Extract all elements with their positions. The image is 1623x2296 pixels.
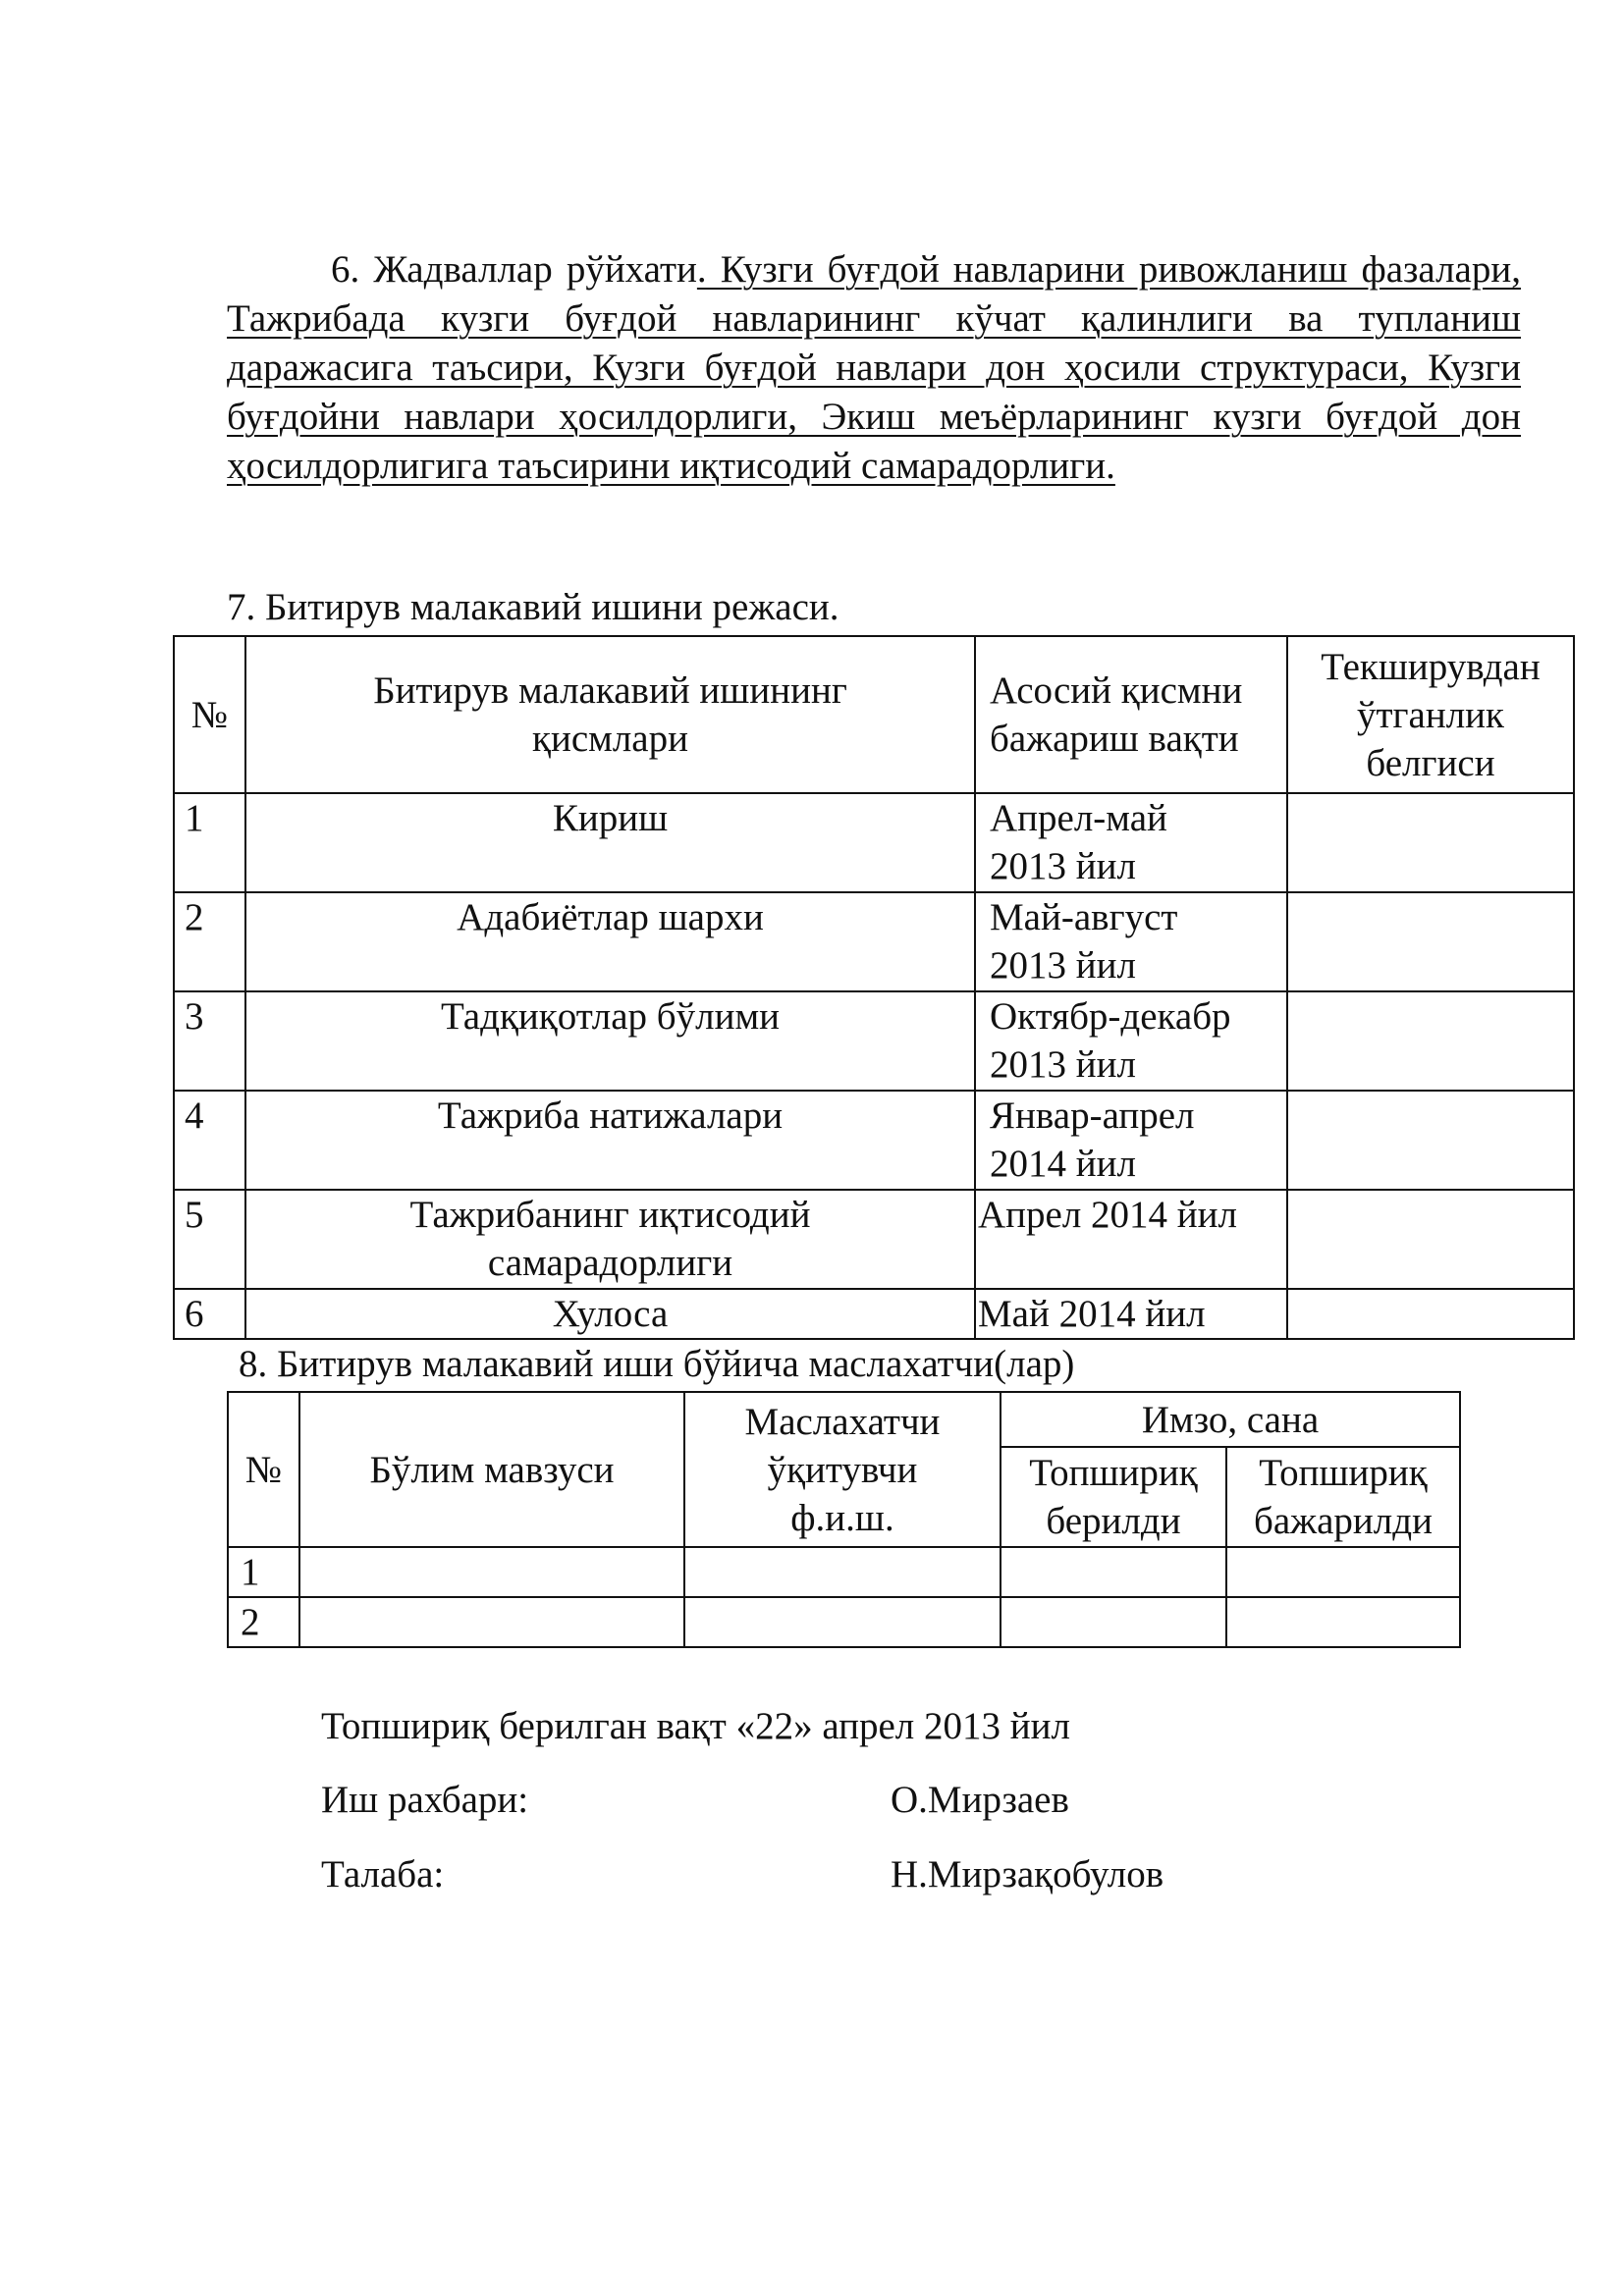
plan-row-check bbox=[1287, 1289, 1574, 1339]
plan-header-num: № bbox=[174, 636, 245, 793]
plan-row-part: Тажриба натижалари bbox=[245, 1091, 975, 1190]
plan-row-time: Октябр-декабр 2013 йил bbox=[975, 991, 1287, 1091]
section-6-prefix: 6. Жадваллар рўйхати bbox=[331, 248, 697, 291]
plan-row-time: Апрел-май 2013 йил bbox=[975, 793, 1287, 892]
plan-table-header bbox=[174, 636, 1574, 793]
advisor-row-done bbox=[1226, 1597, 1460, 1647]
plan-row-time: Май 2014 йил bbox=[975, 1289, 1287, 1339]
plan-row bbox=[174, 793, 1574, 892]
advisor-header-sign: Имзо, сана bbox=[1001, 1392, 1460, 1447]
plan-row bbox=[174, 1190, 1574, 1289]
plan-row-part: Тажрибанинг иқтисодий самарадорлиги bbox=[245, 1190, 975, 1289]
plan-row-part: Кириш bbox=[245, 793, 975, 892]
advisor-header-given: Топшириқ берилди bbox=[1001, 1447, 1226, 1547]
plan-row-part: Адабиётлар шархи bbox=[245, 892, 975, 991]
plan-row-check bbox=[1287, 1190, 1574, 1289]
plan-header-time: Асосий қисмни бажариш вақти bbox=[975, 636, 1287, 793]
student-label: Талаба: bbox=[321, 1853, 445, 1896]
plan-header-check: Текширувдан ўтганлик белгиси bbox=[1287, 636, 1574, 793]
plan-row-check bbox=[1287, 991, 1574, 1091]
plan-row-time: Апрел 2014 йил bbox=[975, 1190, 1287, 1289]
section-6-paragraph bbox=[227, 245, 1521, 491]
plan-row-check bbox=[1287, 1091, 1574, 1190]
plan-row bbox=[174, 991, 1574, 1091]
plan-row-num: 5 bbox=[174, 1190, 245, 1289]
advisor-row-topic bbox=[299, 1547, 684, 1597]
supervisor-name: О.Мирзаев bbox=[891, 1779, 1069, 1821]
plan-row-check bbox=[1287, 892, 1574, 991]
advisor-header-done: Топшириқ бажарилди bbox=[1226, 1447, 1460, 1547]
plan-table bbox=[173, 635, 1575, 1340]
student-line bbox=[321, 1850, 1164, 1899]
student-name: Н.Мирзақобулов bbox=[891, 1853, 1164, 1896]
advisor-row-num: 1 bbox=[228, 1547, 299, 1597]
plan-row-part: Тадқиқотлар бўлими bbox=[245, 991, 975, 1091]
advisor-table bbox=[227, 1391, 1461, 1648]
supervisor-label: Иш рахбари: bbox=[321, 1779, 529, 1821]
plan-row-num: 4 bbox=[174, 1091, 245, 1190]
plan-row-check bbox=[1287, 793, 1574, 892]
section-8-title: 8. Битирув малакавий иши бўйича маслахатчи(лар) bbox=[239, 1343, 1075, 1385]
advisor-header-topic: Бўлим мавзуси bbox=[299, 1392, 684, 1547]
advisor-header-teacher: Маслахатчи ўқитувчи ф.и.ш. bbox=[684, 1392, 1001, 1547]
plan-row bbox=[174, 1091, 1574, 1190]
section-7-title: 7. Битирув малакавий ишини режаси. bbox=[227, 586, 839, 628]
advisor-row-done bbox=[1226, 1547, 1460, 1597]
advisor-row-num: 2 bbox=[228, 1597, 299, 1647]
plan-row-num: 6 bbox=[174, 1289, 245, 1339]
plan-row-time: Январ-апрел 2014 йил bbox=[975, 1091, 1287, 1190]
advisor-row bbox=[228, 1547, 1460, 1597]
advisor-row bbox=[228, 1597, 1460, 1647]
advisor-row-given bbox=[1001, 1547, 1226, 1597]
plan-row-num: 3 bbox=[174, 991, 245, 1091]
plan-row bbox=[174, 892, 1574, 991]
plan-row-part: Хулоса bbox=[245, 1289, 975, 1339]
advisor-row-teacher bbox=[684, 1547, 1001, 1597]
advisor-row-given bbox=[1001, 1597, 1226, 1647]
advisor-row-teacher bbox=[684, 1597, 1001, 1647]
plan-row-num: 2 bbox=[174, 892, 245, 991]
advisor-header-num: № bbox=[228, 1392, 299, 1547]
plan-row bbox=[174, 1289, 1574, 1339]
section-6-body: . Кузги буғдой навларини ривожланиш фазалари, Тажрибада кузги буғдой навларининг кўчат қалинлиги ва тупланиш даражасига таъсири, Кузги буғдой навлари дон ҳосили структураси, Кузги буғдойни навлари ҳосилдорлиги, Экиш меъёрларининг кузги буғдой дон ҳосилдорлигига таъсирини иқтисодий самарадорлиги. bbox=[227, 248, 1521, 487]
plan-row-num: 1 bbox=[174, 793, 245, 892]
supervisor-line bbox=[321, 1776, 1069, 1825]
assigned-date: Топшириқ берилган вақт «22» апрел 2013 йил bbox=[321, 1705, 1070, 1747]
plan-row-time: Май-август 2013 йил bbox=[975, 892, 1287, 991]
plan-header-part: Битирув малакавий ишининг қисмлари bbox=[245, 636, 975, 793]
advisor-table-header bbox=[228, 1392, 1460, 1447]
advisor-row-topic bbox=[299, 1597, 684, 1647]
